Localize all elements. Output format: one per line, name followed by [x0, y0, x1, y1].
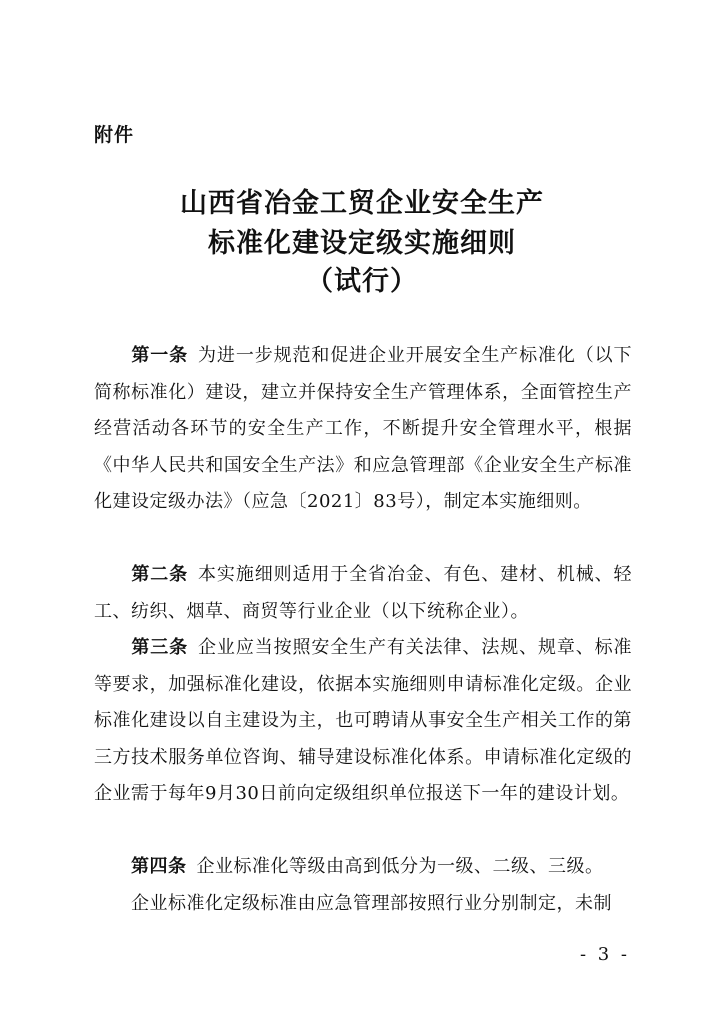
attachment-label: 附件	[94, 124, 135, 146]
article-3	[94, 630, 632, 813]
article-3-text: 企业应当按照安全生产有关法律、法规、规章、标准等要求，加强标准化建设，依据本实施细则申请标准化定级。企业标准化建设以自主建设为主，也可聘请从事安全生产相关工作的第三方技术服务单位咨询、辅导建设标准化体系。申请标准化定级的企业需于每年9月30日前向定级组织单位报送下一年的建设计划。	[94, 637, 633, 805]
document-title-line-1: 山西省冶金工贸企业安全生产	[180, 188, 544, 219]
article-4-text: 企业标准化等级由高到低分为一级、二级、三级。	[196, 856, 604, 877]
article-2-text: 本实施细则适用于全省冶金、有色、建材、机械、轻工、纺织、烟草、商贸等行业企业（以下统称企业）。	[94, 564, 633, 622]
article-1-text: 为进一步规范和促进企业开展安全生产标准化（以下简称标准化）建设，建立并保持安全生产管理体系，全面管控生产经营活动各环节的安全生产工作，不断提升安全管理水平，根据《中华人民共和国安全生产法》和应急管理部《企业安全生产标准化建设定级办法》（应急〔2021〕83号），制定本实施细则。	[94, 345, 633, 513]
article-3-heading: 第三条	[131, 637, 189, 658]
article-4	[94, 849, 632, 886]
document-title-line-2: 标准化建设定级实施细则	[208, 228, 516, 259]
continuation-text: 企业标准化定级标准由应急管理部按照行业分别制定，未制	[131, 893, 612, 914]
page-number: - 3 -	[579, 944, 630, 965]
article-2	[94, 557, 632, 630]
article-1-heading: 第一条	[131, 345, 189, 366]
article-1	[94, 338, 632, 521]
document-title-line-3: （试行）	[306, 266, 418, 297]
continuation-paragraph	[94, 886, 632, 923]
article-2-heading: 第二条	[131, 564, 189, 585]
article-4-heading: 第四条	[131, 856, 187, 877]
